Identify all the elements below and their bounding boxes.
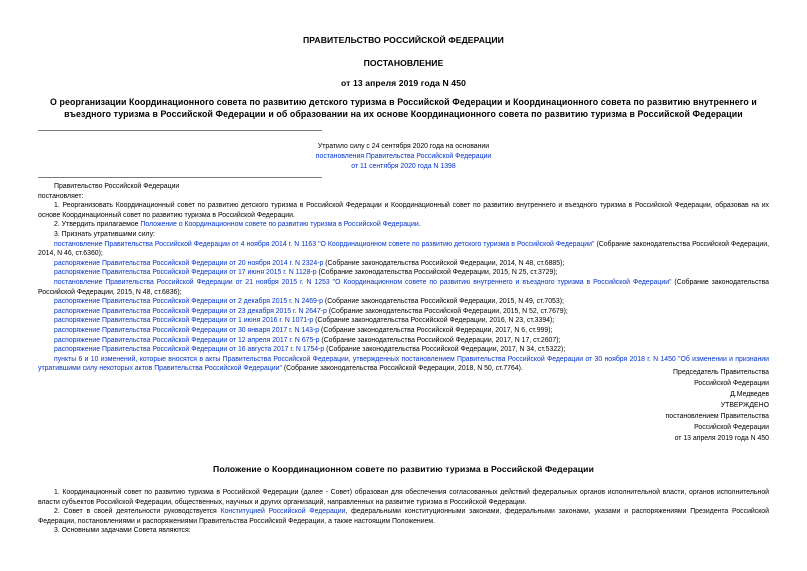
repealed-act-item	[38, 268, 769, 278]
document-title: О реорганизации Координационного совета по развитию детского туризма в Российской Федерации и Координационного совета по развитию внутреннего и въездного туризма в Российской Федерации и об образовании на их основе Координационного совета по развитию туризма в Российской Федерации	[50, 97, 757, 119]
signatory-name: Д.Медведев	[730, 391, 769, 398]
repealed-act-item	[38, 336, 769, 346]
repealed-act-item	[38, 316, 769, 326]
regulation-paragraph-2-start: 2. Совет в своей деятельности руководствуется	[54, 508, 221, 516]
repealed-last-tail: (Собрание законодательства Российской Федерации, 2018, N 50, ст.7764).	[281, 365, 523, 373]
signature-line: Российской Федерации	[694, 380, 769, 387]
basis-link-line-2[interactable]: от 11 сентября 2020 года N 1398	[351, 163, 456, 170]
repealed-act-link[interactable]: распоряжение Правительства Российской Федерации от 17 июня 2015 г. N 1128-р	[54, 269, 317, 277]
approval-stamp: УТВЕРЖДЕНО	[720, 402, 769, 409]
repealed-act-source: (Собрание законодательства Российской Федерации, 2017, N 17, ст.2607);	[319, 336, 561, 344]
repealed-act-link[interactable]: распоряжение Правительства Российской Федерации от 2 декабря 2015 г. N 2469-р	[54, 298, 323, 306]
regulation-title: Положение о Координационном совете по развитию туризма в Российской Федерации	[213, 464, 594, 474]
repealed-act-item	[38, 326, 769, 336]
repealed-act-item	[38, 307, 769, 317]
repealed-act-item	[38, 259, 769, 269]
regulation-link[interactable]: Положение о Координационном совете по развитию туризма в Российской Федерации	[140, 221, 419, 229]
signature-block	[569, 367, 769, 444]
regulation-paragraph-1: 1. Координационный совет по развитию туризма в Российской Федерации (далее - Совет) образован для обеспечения согласованных действий федеральных органов исполнительной власти, органов исполнительной власти субъектов Российской Федерации, общественных, научных и других организаций, направленных на развитие туризма в Российской Федерации.	[38, 489, 769, 506]
constitution-link[interactable]: Конституцией Российской Федерации	[220, 508, 346, 516]
repealed-act-source: (Собрание законодательства Российской Федерации, 2014, N 46, ст.6360);	[38, 240, 769, 258]
repealed-act-link[interactable]: распоряжение Правительства Российской Федерации от 16 августа 2017 г. N 1754-р	[54, 346, 325, 354]
repealed-act-source: (Собрание законодательства Российской Федерации, 2015, N 52, ст.7679);	[326, 307, 568, 315]
repealed-last-link[interactable]: пункты 6 и 10 изменений, которые вносятся в акты Правительства Российской Федерации, утвержденных постановлением Правительства Российской Федерации от 30 ноября 2018 г. N 1450 "Об изменении и признании утратившими силу некоторых актов Правительства Российской Федерации"	[38, 355, 769, 373]
paragraph-2	[38, 220, 769, 230]
repealed-act-link[interactable]: распоряжение Правительства Российской Федерации от 23 декабря 2015 г. N 2647-р	[54, 307, 327, 315]
lost-force-text: Утратило силу с 24 сентября 2020 года на основании	[317, 143, 490, 150]
repealed-act-link[interactable]: постановление Правительства Российской Федерации от 4 ноября 2014 г. N 1163 "О Координационном совете по развитию детского туризма в Российской Федерации"	[54, 240, 595, 248]
repealed-act-item	[38, 345, 769, 355]
repealed-act-link[interactable]: распоряжение Правительства Российской Федерации от 20 ноября 2014 г. N 2324-р	[54, 259, 324, 267]
repealed-act-source: (Собрание законодательства Российской Федерации, 2016, N 23, ст.3394);	[313, 317, 555, 325]
paragraph-2-end: .	[418, 221, 421, 229]
resolution-body	[38, 182, 769, 374]
repealed-act-item	[38, 240, 769, 259]
paragraph-2-text: 2. Утвердить прилагаемое	[54, 221, 141, 229]
intro-line-1: Правительство Российской Федерации	[54, 183, 180, 190]
repealed-act-link[interactable]: распоряжение Правительства Российской Федерации от 30 января 2017 г. N 143-р	[54, 326, 320, 334]
status-note	[0, 142, 807, 172]
approval-date: от 13 апреля 2019 года N 450	[674, 435, 769, 442]
repealed-act-link[interactable]: постановление Правительства Российской Федерации от 21 ноября 2015 г. N 1253 "О Координационном совете по развитию внутреннего и въездного туризма в Российской Федерации"	[54, 278, 672, 286]
repealed-act-item	[38, 297, 769, 307]
repealed-act-source: (Собрание законодательства Российской Федерации, 2015, N 49, ст.7053);	[322, 298, 564, 306]
repealed-act-link[interactable]: распоряжение Правительства Российской Федерации от 1 июня 2016 г. N 1071-р	[54, 317, 314, 325]
basis-link-line-1[interactable]: постановления Правительства Российской Федерации	[315, 153, 492, 160]
divider-top	[38, 130, 322, 131]
approval-line: постановлением Правительства	[665, 413, 769, 420]
intro-line-2: постановляет:	[38, 192, 84, 200]
document-date-number: от 13 апреля 2019 года N 450	[341, 78, 466, 88]
repealed-act-source: (Собрание законодательства Российской Федерации, 2015, N 48, ст.6836);	[38, 278, 769, 296]
repealed-act-source: (Собрание законодательства Российской Федерации, 2014, N 48, ст.6885);	[323, 259, 565, 267]
regulation-paragraph-2	[38, 507, 769, 526]
regulation-paragraph-2-end: , федеральными конституционными законами, федеральными законами, указами и распоряжениями Президента Российской Федерации, постановлениями и распоряжениями Правительства Российской Федерации, а также настоящим Положением.	[38, 508, 769, 525]
regulation-paragraph-3: 3. Основными задачами Совета являются:	[54, 527, 191, 535]
divider-bottom	[38, 177, 322, 178]
paragraph-3: 3. Признать утратившими силу:	[54, 230, 155, 238]
repealed-act-source: (Собрание законодательства Российской Федерации, 2015, N 25, ст.3729);	[316, 269, 558, 277]
approval-line: Российской Федерации	[694, 424, 769, 431]
repealed-act-source: (Собрание законодательства Российской Федерации, 2017, N 34, ст.5322);	[324, 346, 566, 354]
paragraph-1: 1. Реорганизовать Координационный совет по развитию детского туризма в Российской Федерации и Координационный совет по развитию внутреннего и въездного туризма в Российской Федерации, образовав на их основе Координационный совет по развитию туризма в Российской Федерации.	[38, 202, 769, 219]
signature-line: Председатель Правительства	[673, 369, 769, 376]
repealed-act-item	[38, 278, 769, 297]
document-type-heading: ПОСТАНОВЛЕНИЕ	[363, 58, 444, 68]
repealed-act-link[interactable]: распоряжение Правительства Российской Федерации от 12 апреля 2017 г. N 675-р	[54, 336, 320, 344]
repealed-act-source: (Собрание законодательства Российской Федерации, 2017, N 6, ст.999);	[319, 326, 553, 334]
basis-link[interactable]	[0, 152, 807, 172]
regulation-body	[38, 488, 769, 536]
repealed-acts-list	[38, 240, 769, 355]
government-heading: ПРАВИТЕЛЬСТВО РОССИЙСКОЙ ФЕДЕРАЦИИ	[303, 35, 504, 45]
